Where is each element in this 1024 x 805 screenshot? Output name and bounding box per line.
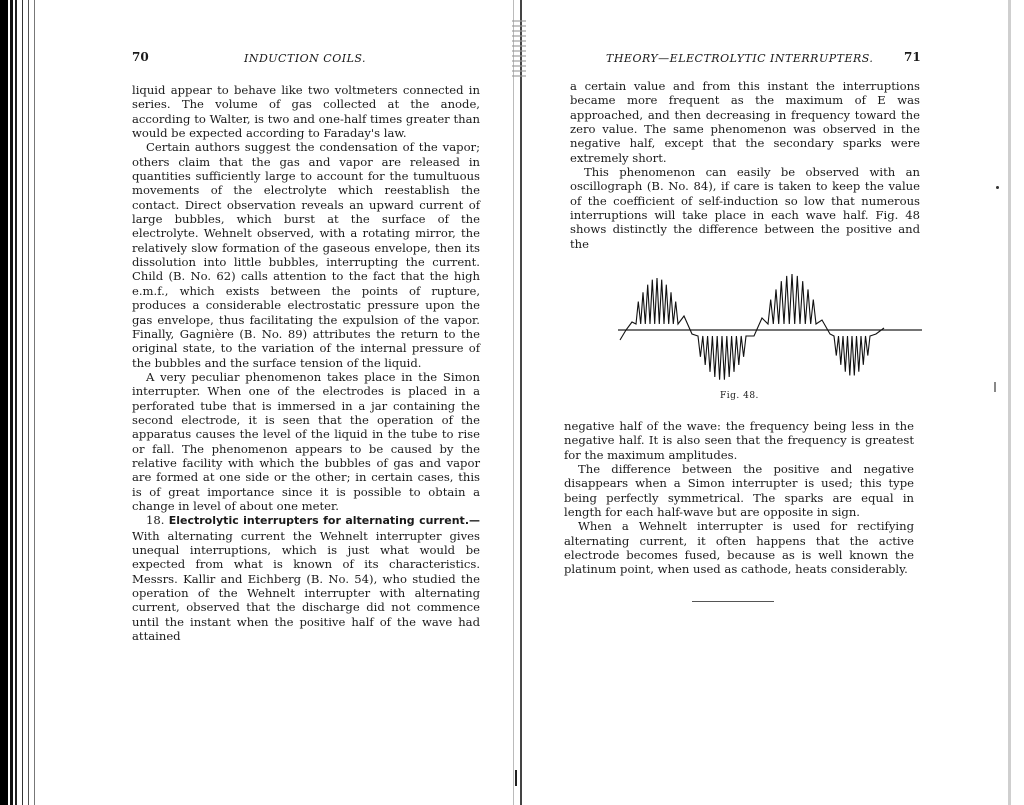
left-paragraph-2: Certain authors suggest the condensation of the vapor; others claim that the gas and vapor are released in quantities sufficiently large to account for the tumultuous movements of the electrolyte which reestablish the contact. Direct observation reveals an upward current of large bubbles, which burst at the surface of the electrolyte. Wehnelt observed, with a rotating mirror, the relatively slow formation of the gaseous envelope, then its dissolution into little bubbles, interrupting the current. Child (B. No. 62) calls attention to the fact that the high e.m.f., which exists between the points of rupture, produces a considerable electrostatic pressure upon the gas envelope, thus facilitating the expulsion of the vapor. Finally, Gagnière (B. No. 89) attributes the return to the original state, to the variation of the internal pressure of the bubbles and the surface tension of the liquid. xyxy=(132,140,480,370)
right-page-edge xyxy=(1008,0,1011,805)
right-paragraph-2: This phenomenon can easily be observed with an oscillograph (B. No. 84), if care is taken to keep the value of the coefficient of self-induction so low that numerous interruptions will take place in each wave half. Fig. 48 shows distinctly the difference between the positive and the xyxy=(570,165,920,251)
right-running-header: THEORY—ELECTROLYTIC INTERRUPTERS. xyxy=(606,52,874,65)
right-paragraph-4: The difference between the positive and negative disappears when a Simon interrupter is used; this type being perfectly symmetrical. The sparks are equal in length for each half-wave but are opposite in sign. xyxy=(564,462,914,520)
left-binding-edge xyxy=(0,0,46,805)
figure-48-oscillogram xyxy=(618,268,930,408)
gutter-scan-noise xyxy=(512,20,526,80)
scan-speck xyxy=(996,186,999,189)
right-paragraph-3: negative half of the wave: the frequency being less in the negative half. It is also seen that the frequency is greatest for the maximum amplitudes. xyxy=(564,419,914,462)
gutter-bottom-mark xyxy=(515,770,517,786)
end-rule xyxy=(692,601,774,602)
section-18-paragraph xyxy=(132,513,480,643)
oscillogram-svg xyxy=(618,268,930,408)
left-running-header: INDUCTION COILS. xyxy=(244,52,367,65)
right-paragraph-1: a certain value and from this instant the interruptions became more frequent as the maximum of E was approached, and then decreasing in frequency toward the zero value. The same phenomenon was observed in the negative half, except that the secondary sparks were extremely short. xyxy=(570,79,920,165)
section-text: With alternating current the Wehnelt interrupter gives unequal interruptions, which is just what would be expected from what is known of its characteristics. Messrs. Kallir and Eichberg (B. No. 54), who studied the operation of the Wehnelt interrupter with alternating current, observed that the discharge did not commence until the instant when the positive half of the wave had attained xyxy=(132,528,480,644)
section-number: 18. xyxy=(146,513,165,528)
right-page-number: 71 xyxy=(904,50,921,64)
left-page-number: 70 xyxy=(132,50,149,64)
right-paragraph-5: When a Wehnelt interrupter is used for rectifying alternating current, it often happens that the active electrode becomes fused, because as is well known the platinum point, when used as cathode, heats considerably. xyxy=(564,519,914,577)
interrupted-wave-trace xyxy=(620,274,884,380)
figure-caption: Fig. 48. xyxy=(720,391,759,401)
right-body-text-top xyxy=(570,79,920,251)
left-paragraph-1: liquid appear to behave like two voltmeters connected in series. The volume of gas collected at the anode, according to Walter, is two and one-half times greater than would be expected according to Faraday's law. xyxy=(132,83,480,141)
left-body-text xyxy=(132,83,480,643)
center-gutter xyxy=(510,0,536,805)
right-body-text-bottom xyxy=(564,419,914,577)
scan-mark xyxy=(994,382,996,392)
left-paragraph-3: A very peculiar phenomenon takes place in the Simon interrupter. When one of the electrodes is placed in a perforated tube that is immersed in a jar containing the second electrode, it is seen that the operation of the apparatus causes the level of the liquid in the tube to rise or fall. The phenomenon appears to be caused by the relative facility with which the bubbles of gas and vapor are formed at one side or the other; in certain cases, this is of great importance since it is possible to obtain a change in level of about one meter. xyxy=(132,369,480,513)
section-title: Electrolytic interrupters for alternating current.— xyxy=(168,514,480,528)
